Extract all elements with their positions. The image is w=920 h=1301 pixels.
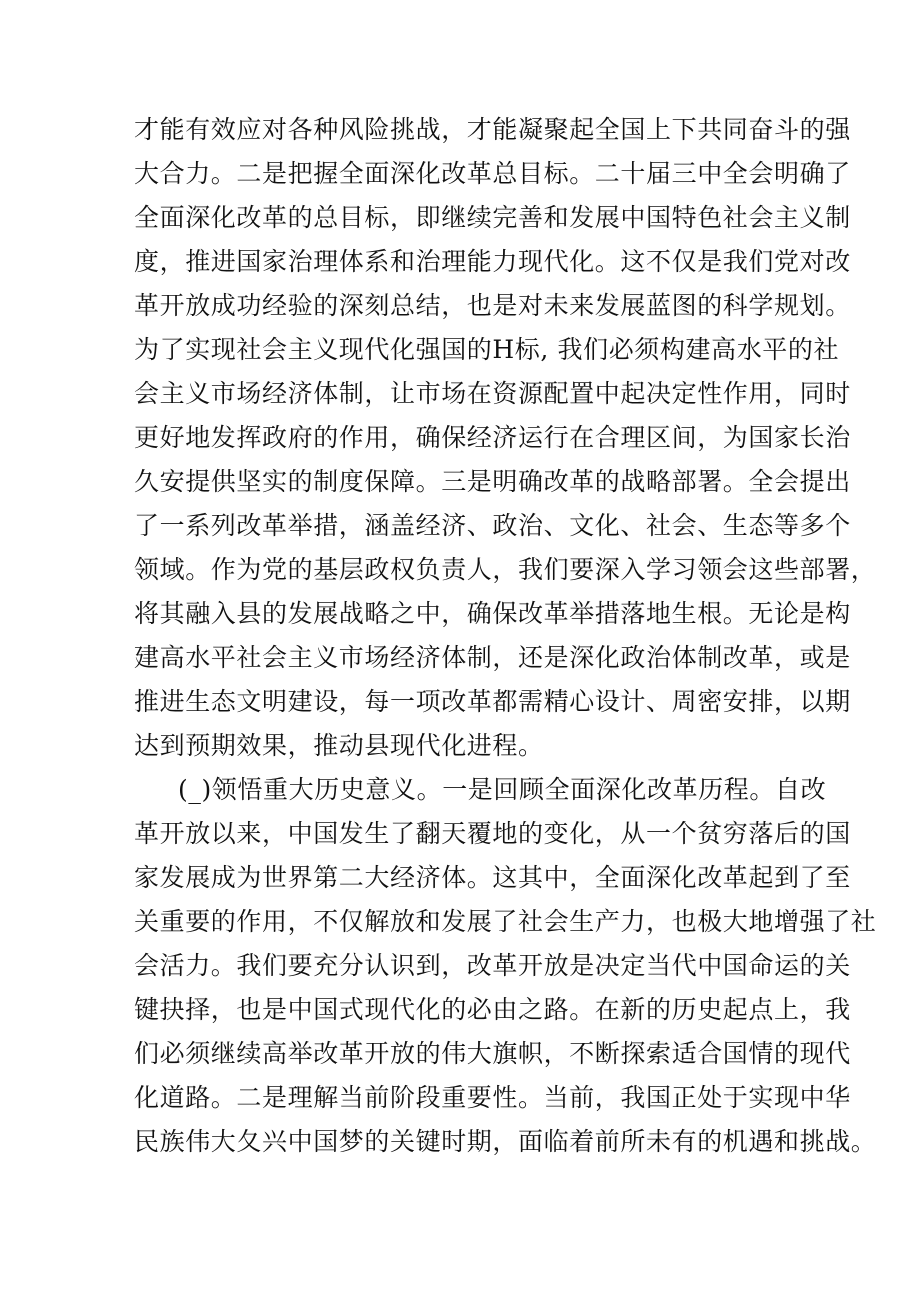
text-line: 化道路。二是理解当前阶段重要性。当前，我国正处于实现中华: [134, 1083, 851, 1112]
text-line: 了一系列改革举措，涵盖经济、政治、文化、社会、生态等多个: [134, 511, 851, 540]
text-line: 为了实现社会主义现代化强国的H标, 我们必须构建高水平的社: [134, 335, 840, 364]
text-line: 键抉择，也是中国式现代化的必由之路。在新的历史起点上，我: [134, 995, 851, 1024]
text-line: 家发展成为世界第二大经济体。这其中，全面深化改革起到了至: [134, 863, 851, 892]
text-line: 更好地发挥政府的作用，确保经济运行在合理区间，为国家长治: [134, 423, 851, 452]
text-line: 建高水平社会主义市场经济体制，还是深化政治体制改革，或是: [134, 643, 851, 672]
text-line: 久安提供坚实的制度保障。三是明确改革的战略部署。全会提出: [134, 467, 851, 496]
text-line: 民族伟大夂兴中国梦的关键时期，面临着前所未有的机遇和挑战。: [134, 1127, 877, 1156]
text-line: 会主义市场经济体制，让市场在资源配置中起决定性作用，同时: [134, 379, 851, 408]
text-line: 达到预期效果，推动县现代化进程。: [134, 731, 544, 760]
text-line: 才能有效应对各种风险挑战，才能凝聚起全国上下共同奋斗的强: [134, 115, 851, 144]
text-line: 全面深化改革的总目标，即继续完善和发展中国特色社会主义制: [134, 203, 851, 232]
text-line: 将其融入县的发展战略之中，确保改革举措落地生根。无论是构: [134, 599, 851, 628]
text-line: 大合力。二是把握全面深化改革总目标。二十届三中全会明确了: [134, 159, 851, 188]
text-line: 会活力。我们要充分认识到，改革开放是决定当代中国命运的关: [134, 951, 851, 980]
text-line: 度，推进国家治理体系和治理能力现代化。这不仅是我们党对改: [134, 247, 851, 276]
text-line: 革开放以来，中国发生了翻天覆地的变化，从一个贫穷落后的国: [134, 819, 851, 848]
text-line: 领域。作为党的基层政权负责人，我们要深入学习领会这些部署，: [134, 555, 877, 584]
text-line: 革开放成功经验的深刻总结，也是对未来发展蓝图的科学规划。: [134, 291, 851, 320]
paragraph-heading-line: (_)领悟重大历史意义。一是回顾全面深化改革历程。自改: [178, 775, 827, 804]
text-line: 们必须继续高举改革开放的伟大旗帜，不断探索适合国情的现代: [134, 1039, 851, 1068]
text-line: 推进生态文明建设，每一项改革都需精心设计、周密安排，以期: [134, 687, 851, 716]
text-line: 关重要的作用，不仅解放和发展了社会生产力，也极大地增强了社: [134, 907, 877, 936]
